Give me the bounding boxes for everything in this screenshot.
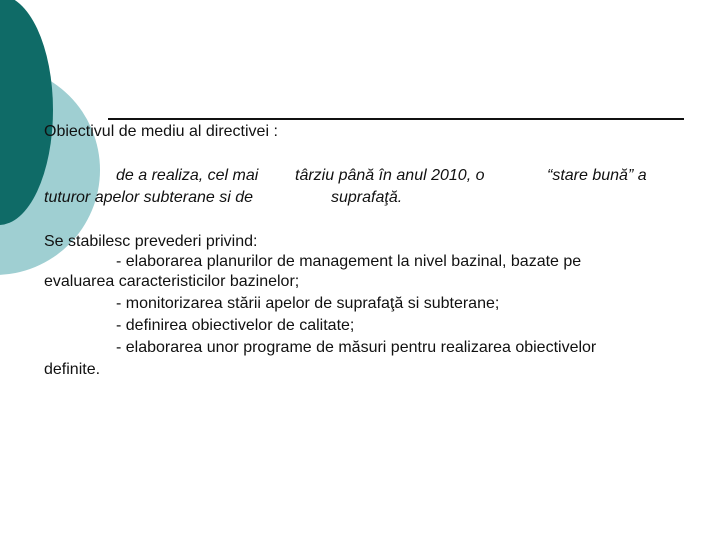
title-underline [108,118,684,120]
objective-text-part3: “stare bună” a [547,167,647,184]
provision-item-2: - monitorizarea stării apelor de suprafaţă si subterane; [116,295,500,312]
objective-text-part4: tuturor apelor subterane si de [44,189,254,206]
objective-heading: Obiectivul de mediu al directivei : [44,123,278,140]
objective-text-part5: suprafaţă. [331,189,403,206]
provision-item-3: - definirea obiectivelor de calitate; [116,317,355,334]
provisions-intro: Se stabilesc prevederi privind: [44,233,258,250]
objective-text-part1: de a realiza, cel mai [116,167,259,184]
provision-item-4: - elaborarea unor programe de măsuri pentru realizarea obiectivelor [116,339,597,356]
provision-item-4-continued: definite. [44,361,101,378]
objective-text-part2: târziu până în anul 2010, o [295,167,485,184]
provision-item-1-continued: evaluarea caracteristicilor bazinelor; [44,273,300,290]
provision-item-1: - elaborarea planurilor de management la nivel bazinal, bazate pe [116,253,582,270]
